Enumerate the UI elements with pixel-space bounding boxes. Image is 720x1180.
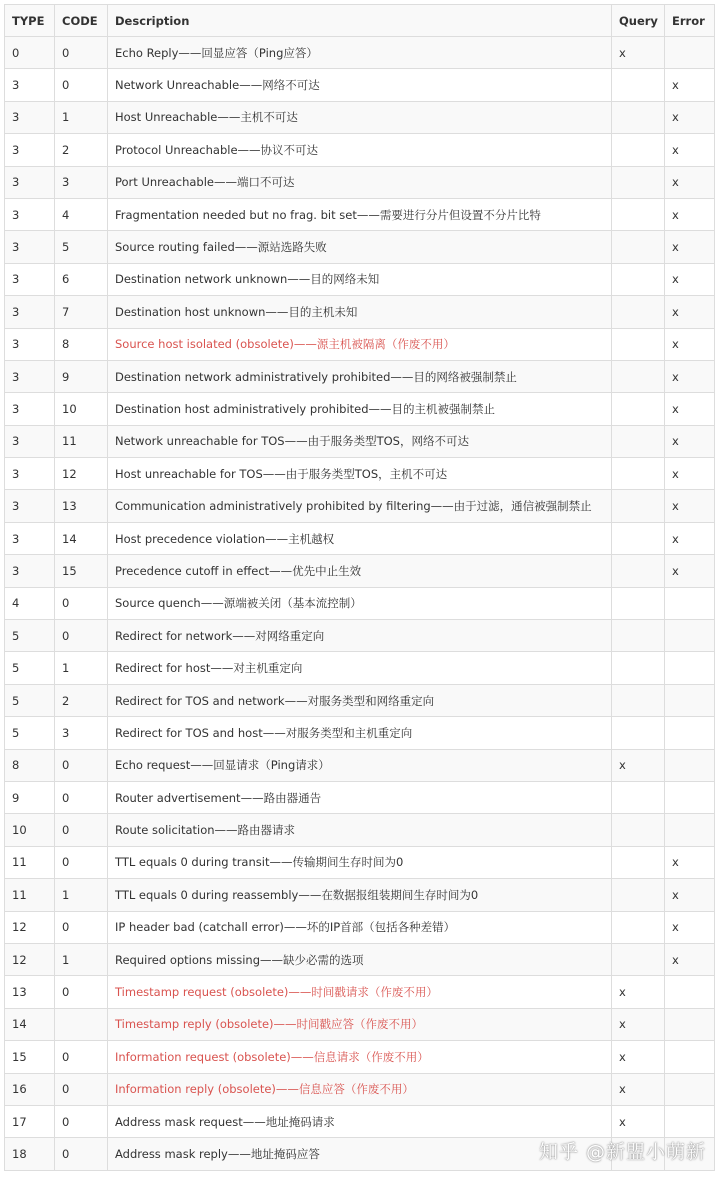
cell-code: 0 (55, 1138, 108, 1170)
cell-description: Precedence cutoff in effect——优先中止生效 (108, 555, 612, 587)
table-row (5, 976, 715, 1008)
cell-code (55, 1008, 108, 1040)
cell-error: x (665, 166, 715, 198)
cell-description: Address mask request——地址掩码请求 (108, 1105, 612, 1137)
table-row (5, 328, 715, 360)
cell-code: 0 (55, 749, 108, 781)
cell-description: Echo Reply——回显应答（Ping应答） (108, 37, 612, 69)
cell-type: 16 (5, 1073, 55, 1105)
cell-description: Destination network administratively prohibited——目的网络被强制禁止 (108, 360, 612, 392)
cell-description: Source quench——源端被关闭（基本流控制） (108, 587, 612, 619)
cell-type: 14 (5, 1008, 55, 1040)
cell-query: x (612, 976, 665, 1008)
cell-type: 3 (5, 134, 55, 166)
cell-description: Host Unreachable——主机不可达 (108, 101, 612, 133)
table-row (5, 296, 715, 328)
table-row (5, 943, 715, 975)
table-row (5, 652, 715, 684)
cell-type: 12 (5, 943, 55, 975)
cell-code: 1 (55, 101, 108, 133)
cell-description: Port Unreachable——端口不可达 (108, 166, 612, 198)
cell-description: Address mask reply——地址掩码应答 (108, 1138, 612, 1170)
cell-code: 14 (55, 522, 108, 554)
table-row (5, 425, 715, 457)
cell-code: 0 (55, 37, 108, 69)
cell-code: 1 (55, 879, 108, 911)
table-row (5, 360, 715, 392)
cell-code: 6 (55, 263, 108, 295)
cell-error (665, 652, 715, 684)
table-row (5, 37, 715, 69)
table-row (5, 620, 715, 652)
cell-code: 13 (55, 490, 108, 522)
cell-description: Source host isolated (obsolete)——源主机被隔离（作废不用） (108, 328, 612, 360)
cell-query (612, 911, 665, 943)
cell-error: x (665, 198, 715, 230)
cell-type: 0 (5, 37, 55, 69)
cell-query (612, 393, 665, 425)
cell-query (612, 328, 665, 360)
cell-description: Communication administratively prohibited by filtering——由于过滤，通信被强制禁止 (108, 490, 612, 522)
table-row (5, 198, 715, 230)
cell-error (665, 717, 715, 749)
cell-error: x (665, 555, 715, 587)
table-row (5, 781, 715, 813)
cell-query (612, 458, 665, 490)
cell-type: 3 (5, 328, 55, 360)
table-row (5, 522, 715, 554)
cell-type: 3 (5, 69, 55, 101)
table-row (5, 231, 715, 263)
table-row (5, 490, 715, 522)
cell-code: 0 (55, 781, 108, 813)
cell-code: 3 (55, 166, 108, 198)
cell-type: 3 (5, 522, 55, 554)
cell-description: Router advertisement——路由器通告 (108, 781, 612, 813)
cell-description: Destination host unknown——目的主机未知 (108, 296, 612, 328)
icmp-table-container (4, 4, 714, 1171)
cell-error: x (665, 490, 715, 522)
cell-error: x (665, 134, 715, 166)
cell-code: 0 (55, 911, 108, 943)
cell-type: 18 (5, 1138, 55, 1170)
cell-code: 1 (55, 943, 108, 975)
cell-error: x (665, 263, 715, 295)
cell-code: 0 (55, 69, 108, 101)
cell-error: x (665, 846, 715, 878)
cell-description: Destination network unknown——目的网络未知 (108, 263, 612, 295)
cell-error (665, 1073, 715, 1105)
cell-query (612, 717, 665, 749)
cell-type: 11 (5, 879, 55, 911)
cell-description: IP header bad (catchall error)——坏的IP首部（包括各种差错） (108, 911, 612, 943)
cell-error: x (665, 328, 715, 360)
cell-description: Destination host administratively prohibited——目的主机被强制禁止 (108, 393, 612, 425)
table-row (5, 555, 715, 587)
cell-query (612, 425, 665, 457)
cell-error: x (665, 425, 715, 457)
cell-code: 0 (55, 620, 108, 652)
table-row (5, 1041, 715, 1073)
cell-query (612, 69, 665, 101)
cell-description: Network unreachable for TOS——由于服务类型TOS，网络不可达 (108, 425, 612, 457)
cell-description: Redirect for TOS and host——对服务类型和主机重定向 (108, 717, 612, 749)
table-row (5, 166, 715, 198)
cell-type: 15 (5, 1041, 55, 1073)
table-row (5, 393, 715, 425)
cell-type: 3 (5, 458, 55, 490)
cell-error (665, 620, 715, 652)
table-row (5, 101, 715, 133)
table-header-row (5, 5, 715, 37)
cell-description: Fragmentation needed but no frag. bit set——需要进行分片但设置不分片比特 (108, 198, 612, 230)
cell-type: 12 (5, 911, 55, 943)
cell-code: 2 (55, 134, 108, 166)
cell-query (612, 263, 665, 295)
header-code: CODE (55, 5, 108, 37)
cell-type: 9 (5, 781, 55, 813)
cell-query (612, 522, 665, 554)
cell-error: x (665, 101, 715, 133)
cell-type: 3 (5, 360, 55, 392)
cell-description: Information request (obsolete)——信息请求（作废不用） (108, 1041, 612, 1073)
header-description: Description (108, 5, 612, 37)
cell-code: 15 (55, 555, 108, 587)
cell-query (612, 781, 665, 813)
cell-code: 9 (55, 360, 108, 392)
cell-error: x (665, 231, 715, 263)
cell-code: 5 (55, 231, 108, 263)
table-row (5, 69, 715, 101)
cell-query: x (612, 1041, 665, 1073)
cell-description: Host unreachable for TOS——由于服务类型TOS，主机不可达 (108, 458, 612, 490)
table-row (5, 846, 715, 878)
cell-query (612, 620, 665, 652)
header-query: Query (612, 5, 665, 37)
table-row (5, 1073, 715, 1105)
cell-type: 10 (5, 814, 55, 846)
cell-error: x (665, 296, 715, 328)
table-row (5, 587, 715, 619)
cell-code: 0 (55, 846, 108, 878)
cell-type: 3 (5, 296, 55, 328)
table-row (5, 1008, 715, 1040)
cell-type: 8 (5, 749, 55, 781)
cell-query (612, 814, 665, 846)
cell-query (612, 231, 665, 263)
table-row (5, 134, 715, 166)
cell-description: Redirect for TOS and network——对服务类型和网络重定向 (108, 684, 612, 716)
cell-type: 3 (5, 198, 55, 230)
cell-error: x (665, 522, 715, 554)
cell-type: 5 (5, 684, 55, 716)
cell-error (665, 684, 715, 716)
cell-query: x (612, 1073, 665, 1105)
cell-error (665, 781, 715, 813)
cell-query: x (612, 37, 665, 69)
cell-type: 3 (5, 490, 55, 522)
cell-error: x (665, 458, 715, 490)
table-row (5, 684, 715, 716)
cell-description: Redirect for host——对主机重定向 (108, 652, 612, 684)
table-row (5, 814, 715, 846)
cell-description: Protocol Unreachable——协议不可达 (108, 134, 612, 166)
cell-type: 3 (5, 166, 55, 198)
cell-description: Network Unreachable——网络不可达 (108, 69, 612, 101)
header-error: Error (665, 5, 715, 37)
cell-type: 3 (5, 101, 55, 133)
cell-query (612, 198, 665, 230)
cell-query (612, 879, 665, 911)
cell-type: 5 (5, 620, 55, 652)
cell-code: 2 (55, 684, 108, 716)
cell-type: 17 (5, 1105, 55, 1137)
table-row (5, 911, 715, 943)
cell-code: 0 (55, 1041, 108, 1073)
cell-description: Required options missing——缺少必需的选项 (108, 943, 612, 975)
cell-error (665, 587, 715, 619)
cell-type: 4 (5, 587, 55, 619)
cell-query (612, 134, 665, 166)
cell-code: 1 (55, 652, 108, 684)
cell-query (612, 490, 665, 522)
cell-error: x (665, 879, 715, 911)
cell-code: 0 (55, 976, 108, 1008)
cell-error: x (665, 943, 715, 975)
cell-error (665, 976, 715, 1008)
cell-error (665, 1008, 715, 1040)
cell-error (665, 37, 715, 69)
cell-query (612, 943, 665, 975)
table-row (5, 749, 715, 781)
cell-code: 12 (55, 458, 108, 490)
header-type: TYPE (5, 5, 55, 37)
cell-query (612, 101, 665, 133)
cell-code: 7 (55, 296, 108, 328)
cell-description: Timestamp request (obsolete)——时间戳请求（作废不用） (108, 976, 612, 1008)
cell-code: 0 (55, 1073, 108, 1105)
cell-code: 10 (55, 393, 108, 425)
cell-code: 0 (55, 587, 108, 619)
cell-description: Information reply (obsolete)——信息应答（作废不用） (108, 1073, 612, 1105)
cell-error: x (665, 360, 715, 392)
cell-type: 13 (5, 976, 55, 1008)
watermark: 知乎 @新盟小萌新 (538, 1141, 706, 1163)
cell-code: 8 (55, 328, 108, 360)
cell-type: 5 (5, 717, 55, 749)
cell-error (665, 814, 715, 846)
cell-description: Echo request——回显请求（Ping请求） (108, 749, 612, 781)
cell-code: 4 (55, 198, 108, 230)
cell-code: 0 (55, 814, 108, 846)
cell-error: x (665, 393, 715, 425)
cell-query (612, 684, 665, 716)
cell-code: 11 (55, 425, 108, 457)
cell-query (612, 555, 665, 587)
cell-type: 11 (5, 846, 55, 878)
cell-description: Timestamp reply (obsolete)——时间戳应答（作废不用） (108, 1008, 612, 1040)
table-row (5, 717, 715, 749)
cell-query (612, 296, 665, 328)
cell-query (612, 360, 665, 392)
cell-error: x (665, 911, 715, 943)
cell-code: 3 (55, 717, 108, 749)
cell-description: Host precedence violation——主机越权 (108, 522, 612, 554)
cell-error: x (665, 69, 715, 101)
cell-type: 3 (5, 425, 55, 457)
cell-type: 3 (5, 393, 55, 425)
cell-description: Source routing failed——源站选路失败 (108, 231, 612, 263)
cell-description: Route solicitation——路由器请求 (108, 814, 612, 846)
table-body (5, 37, 715, 1171)
cell-type: 3 (5, 555, 55, 587)
cell-error (665, 1041, 715, 1073)
cell-description: Redirect for network——对网络重定向 (108, 620, 612, 652)
cell-description: TTL equals 0 during transit——传输期间生存时间为0 (108, 846, 612, 878)
cell-query: x (612, 1008, 665, 1040)
cell-query (612, 652, 665, 684)
cell-query (612, 846, 665, 878)
cell-error (665, 1105, 715, 1137)
cell-description: TTL equals 0 during reassembly——在数据报组装期间生存时间为0 (108, 879, 612, 911)
cell-code: 0 (55, 1105, 108, 1137)
cell-query (612, 166, 665, 198)
table-row (5, 263, 715, 295)
cell-query: x (612, 749, 665, 781)
cell-type: 3 (5, 231, 55, 263)
table-row (5, 879, 715, 911)
cell-query (612, 587, 665, 619)
table-row (5, 1105, 715, 1137)
cell-type: 3 (5, 263, 55, 295)
icmp-type-table (4, 4, 715, 1171)
cell-error (665, 749, 715, 781)
cell-query: x (612, 1105, 665, 1137)
table-row (5, 458, 715, 490)
cell-type: 5 (5, 652, 55, 684)
